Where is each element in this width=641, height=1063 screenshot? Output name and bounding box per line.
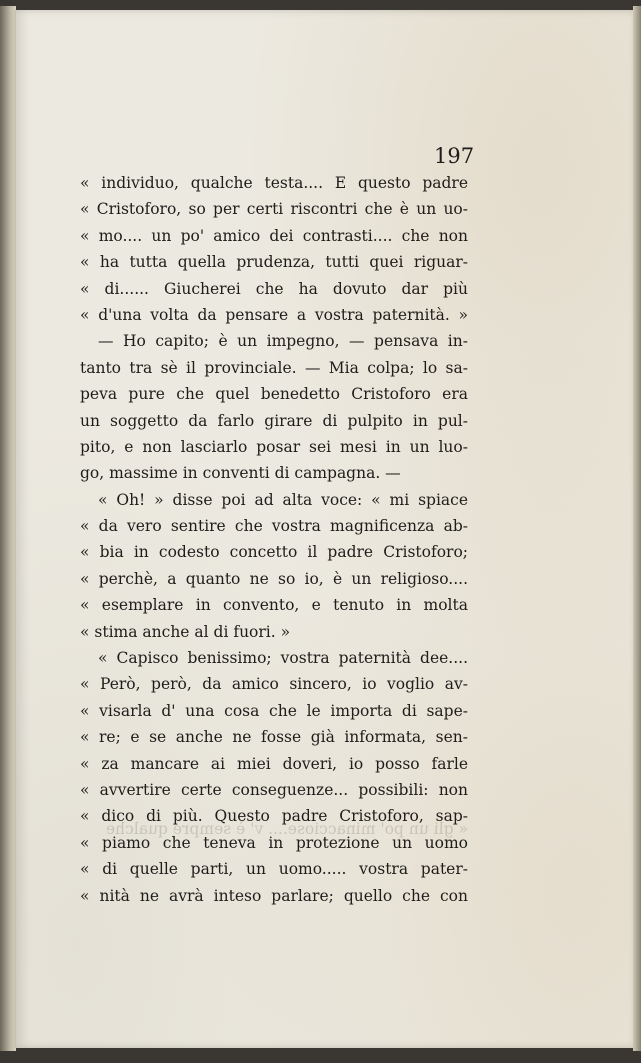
bleed-through-text: « gli un po' minacciose.... v' è sempre qualche (105, 820, 468, 838)
text-line: « individuo, qualche testa.... E questo padre (80, 174, 468, 192)
text-line: un soggetto da farlo girare di pulpito in pul- (80, 411, 468, 430)
text-line: — Ho capito; è un impegno, — pensava in- (98, 332, 468, 351)
text-line: « Oh! » disse poi ad alta voce: « mi spiace (98, 490, 468, 509)
text-line: « perchè, a quanto ne so io, è un religioso.... (80, 569, 468, 588)
text-line: « nità ne avrà inteso parlare; quello che con (80, 886, 468, 905)
text-line: « Capisco benissimo; vostra paternità dee.... (98, 649, 468, 668)
page-number: 197 (434, 144, 475, 168)
text-line: « esemplare in convento, e tenuto in molta (80, 596, 468, 615)
text-line: « ha tutta quella prudenza, tutti quei riguar- (80, 253, 468, 272)
text-line: peva pure che quel benedetto Cristoforo era (80, 385, 468, 404)
text-line: « visarla d' una cosa che le importa di sape- (80, 701, 468, 720)
text-line: « d'una volta da pensare a vostra paternità. » (80, 305, 468, 324)
text-line: « da vero sentire che vostra magnificenza ab- (80, 517, 468, 536)
text-line: pito, e non lasciarlo posar sei mesi in un luo- (80, 437, 468, 456)
text-line: « piamo che teneva in protezione un uomo (80, 833, 468, 852)
text-line: « mo.... un po' amico dei contrasti.... che non (80, 226, 468, 245)
text-line: « Cristoforo, so per certi riscontri che è un uo- (80, 200, 468, 219)
body-text (80, 170, 468, 909)
text-line: « bia in codesto concetto il padre Cristoforo; (80, 543, 468, 562)
text-line: « stima anche al di fuori. » (80, 622, 291, 641)
text-line: go, massime in conventi di campagna. — (80, 464, 401, 483)
text-line: tanto tra sè il provinciale. — Mia colpa; lo sa- (80, 358, 468, 377)
right-page-edge (633, 6, 641, 1051)
text-line: « avvertire certe conseguenze... possibili: non (80, 780, 468, 799)
text-line: « za mancare ai miei doveri, io posso farle (80, 754, 468, 773)
text-line: « re; e se anche ne fosse già informata, sen- (80, 728, 468, 747)
text-line: « Però, però, da amico sincero, io voglio av- (80, 675, 468, 694)
text-line: « dico di più. Questo padre Cristoforo, sap- (80, 807, 468, 826)
text-line: « di quelle parti, un uomo..... vostra pater- (80, 860, 468, 879)
text-line: « di...... Giucherei che ha dovuto dar più (80, 279, 468, 298)
